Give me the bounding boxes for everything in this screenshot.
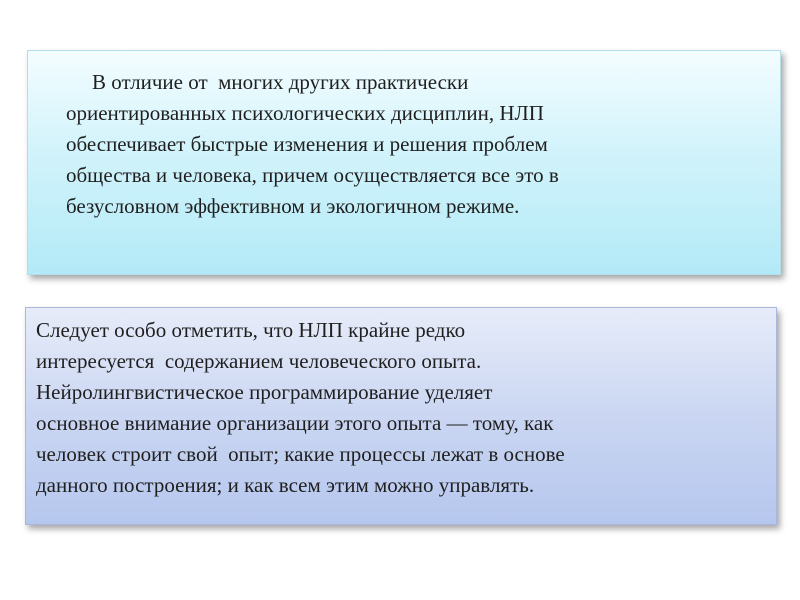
- top-paragraph-line-2: ориентированных психологических дисциплин, НЛП: [66, 101, 544, 125]
- top-paragraph-line-1-text: В отличие от многих других практически: [92, 70, 469, 94]
- bottom-paragraph-line-4: основное внимание организации этого опыта — тому, как: [36, 411, 554, 435]
- top-paragraph-line-1: [66, 67, 762, 98]
- top-paragraph-line-4: общества и человека, причем осуществляется все это в: [66, 163, 559, 187]
- top-paragraph-line-3: обеспечивает быстрые изменения и решения проблем: [66, 132, 548, 156]
- top-text-box: [27, 50, 781, 275]
- bottom-paragraph-line-2: интересуется содержанием человеческого опыта.: [36, 349, 482, 373]
- top-paragraph-line-5: безусловном эффективном и экологичном режиме.: [66, 194, 520, 218]
- bottom-text-box: [25, 307, 777, 525]
- bottom-paragraph-line-3: Нейролингвистическое программирование уделяет: [36, 380, 493, 404]
- bottom-paragraph-line-1: Следует особо отметить, что НЛП крайне редко: [36, 318, 466, 342]
- bottom-paragraph-line-5: человек строит свой опыт; какие процессы лежат в основе: [36, 442, 565, 466]
- bottom-paragraph-line-6: данного построения; и как всем этим можно управлять.: [36, 473, 535, 497]
